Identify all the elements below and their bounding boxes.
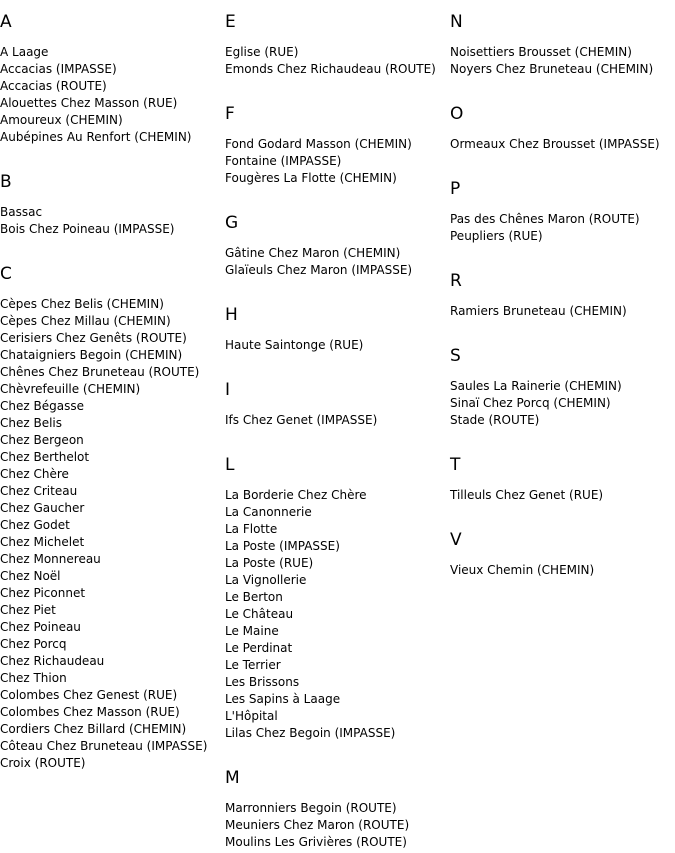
- street-link[interactable]: Chez Bergeon: [0, 433, 84, 447]
- street-link[interactable]: Chez Piconnet: [0, 586, 86, 600]
- street-list: [225, 800, 450, 851]
- letter-heading: T: [450, 455, 461, 475]
- street-link[interactable]: Sinaï Chez Porcq (CHEMIN): [450, 396, 611, 410]
- street-link[interactable]: Le Berton: [225, 590, 283, 604]
- street-list: [450, 487, 675, 504]
- letter-heading: R: [450, 271, 463, 291]
- letter-group: [0, 170, 225, 238]
- street-link[interactable]: Pas des Chênes Maron (ROUTE): [450, 212, 640, 226]
- street-list: [450, 562, 675, 579]
- street-link[interactable]: Chez Noël: [0, 569, 61, 583]
- letter-heading: P: [450, 179, 461, 199]
- letter-group: [225, 10, 450, 78]
- street-link[interactable]: Stade (ROUTE): [450, 413, 540, 427]
- letter-group: [450, 528, 675, 579]
- street-link[interactable]: Les Sapins à Laage: [225, 692, 341, 706]
- letter-group: [225, 766, 450, 851]
- street-link[interactable]: Fougères La Flotte (CHEMIN): [225, 171, 397, 185]
- letter-heading: A: [0, 12, 13, 32]
- letter-heading: E: [225, 12, 237, 32]
- street-link[interactable]: Meuniers Chez Maron (ROUTE): [225, 818, 410, 832]
- street-list: [450, 44, 675, 78]
- street-link[interactable]: Chez Bégasse: [0, 399, 84, 413]
- street-list: [0, 296, 225, 772]
- street-list: [225, 487, 450, 742]
- street-link[interactable]: Le Château: [225, 607, 294, 621]
- letter-heading: I: [225, 380, 231, 400]
- street-link[interactable]: Peupliers (RUE): [450, 229, 543, 243]
- letter-group: [450, 453, 675, 504]
- street-link[interactable]: Chez Berthelot: [0, 450, 90, 464]
- street-link[interactable]: Chez Thion: [0, 671, 67, 685]
- street-list: [0, 44, 225, 146]
- street-link[interactable]: La Poste (IMPASSE): [225, 539, 340, 553]
- street-link[interactable]: Le Maine: [225, 624, 279, 638]
- street-link[interactable]: Glaïeuls Chez Maron (IMPASSE): [225, 263, 413, 277]
- letter-heading: N: [450, 12, 464, 32]
- letter-heading: L: [225, 455, 235, 475]
- street-link[interactable]: Gâtine Chez Maron (CHEMIN): [225, 246, 401, 260]
- street-link[interactable]: La Poste (RUE): [225, 556, 314, 570]
- street-link[interactable]: La Flotte: [225, 522, 278, 536]
- street-link[interactable]: La Vignollerie: [225, 573, 307, 587]
- street-index-column-1: [0, 10, 225, 772]
- letter-heading: F: [225, 104, 236, 124]
- street-index-column-3: [450, 10, 675, 579]
- street-list: [225, 245, 450, 279]
- street-link[interactable]: Amoureux (CHEMIN): [0, 113, 123, 127]
- street-list: [225, 337, 450, 354]
- street-link[interactable]: Eglise (RUE): [225, 45, 299, 59]
- street-link[interactable]: Chez Michelet: [0, 535, 85, 549]
- street-link[interactable]: Chez Chère: [0, 467, 69, 481]
- street-link[interactable]: Marronniers Begoin (ROUTE): [225, 801, 397, 815]
- letter-heading: V: [450, 530, 463, 550]
- letter-group: [450, 269, 675, 320]
- street-link[interactable]: Fontaine (IMPASSE): [225, 154, 342, 168]
- street-list: [0, 204, 225, 238]
- street-link[interactable]: Cèpes Chez Millau (CHEMIN): [0, 314, 171, 328]
- street-link[interactable]: Chez Piet: [0, 603, 56, 617]
- street-link[interactable]: Chez Porcq: [0, 637, 67, 651]
- street-link[interactable]: Aubépines Au Renfort (CHEMIN): [0, 130, 192, 144]
- street-link[interactable]: Bassac: [0, 205, 43, 219]
- street-link[interactable]: Ormeaux Chez Brousset (IMPASSE): [450, 137, 660, 151]
- street-list: [225, 412, 450, 429]
- letter-heading: B: [0, 172, 13, 192]
- street-link[interactable]: L'Hôpital: [225, 709, 278, 723]
- street-link[interactable]: Chataigniers Begoin (CHEMIN): [0, 348, 183, 362]
- letter-heading: G: [225, 213, 239, 233]
- street-link[interactable]: Chez Poineau: [0, 620, 81, 634]
- letter-group: [450, 102, 675, 153]
- street-link[interactable]: Chez Godet: [0, 518, 70, 532]
- letter-group: [450, 344, 675, 429]
- street-link[interactable]: Chez Gaucher: [0, 501, 85, 515]
- street-link[interactable]: Emonds Chez Richaudeau (ROUTE): [225, 62, 436, 76]
- street-link[interactable]: Cordiers Chez Billard (CHEMIN): [0, 722, 187, 736]
- street-link[interactable]: Chênes Chez Bruneteau (ROUTE): [0, 365, 200, 379]
- street-link[interactable]: Chez Belis: [0, 416, 63, 430]
- street-link[interactable]: Colombes Chez Genest (RUE): [0, 688, 178, 702]
- street-link[interactable]: Le Perdinat: [225, 641, 293, 655]
- letter-group: [450, 177, 675, 245]
- street-list: [225, 44, 450, 78]
- letter-heading: O: [450, 104, 464, 124]
- street-link[interactable]: Le Terrier: [225, 658, 281, 672]
- street-link[interactable]: Moulins Les Grivières (ROUTE): [225, 835, 407, 849]
- street-link[interactable]: Tilleuls Chez Genet (RUE): [450, 488, 604, 502]
- street-link[interactable]: Croix (ROUTE): [0, 756, 86, 770]
- street-link[interactable]: Noisettiers Brousset (CHEMIN): [450, 45, 632, 59]
- street-link[interactable]: Chez Monnereau: [0, 552, 101, 566]
- street-link[interactable]: A Laage: [0, 45, 49, 59]
- street-link[interactable]: Noyers Chez Bruneteau (CHEMIN): [450, 62, 654, 76]
- letter-group: [0, 262, 225, 772]
- street-list: [450, 136, 675, 153]
- letter-group: [225, 211, 450, 279]
- street-link[interactable]: Bois Chez Poineau (IMPASSE): [0, 222, 175, 236]
- street-list: [225, 136, 450, 187]
- street-link[interactable]: Les Brissons: [225, 675, 300, 689]
- street-link[interactable]: Chez Richaudeau: [0, 654, 105, 668]
- street-index-column-2: [225, 10, 450, 851]
- street-link[interactable]: Colombes Chez Masson (RUE): [0, 705, 180, 719]
- street-list: [450, 211, 675, 245]
- street-link[interactable]: La Borderie Chez Chère: [225, 488, 367, 502]
- street-link[interactable]: Ramiers Bruneteau (CHEMIN): [450, 304, 627, 318]
- street-link[interactable]: Haute Saintonge (RUE): [225, 338, 364, 352]
- street-link[interactable]: Alouettes Chez Masson (RUE): [0, 96, 178, 110]
- street-link[interactable]: Fond Godard Masson (CHEMIN): [225, 137, 412, 151]
- letter-heading: S: [450, 346, 462, 366]
- street-link[interactable]: Saules La Rainerie (CHEMIN): [450, 379, 622, 393]
- street-link[interactable]: Accacias (ROUTE): [0, 79, 107, 93]
- street-link[interactable]: Vieux Chemin (CHEMIN): [450, 563, 595, 577]
- street-link[interactable]: Accacias (IMPASSE): [0, 62, 117, 76]
- street-list: [450, 378, 675, 429]
- letter-heading: M: [225, 768, 241, 788]
- street-link[interactable]: Ifs Chez Genet (IMPASSE): [225, 413, 378, 427]
- street-link[interactable]: Cerisiers Chez Genêts (ROUTE): [0, 331, 187, 345]
- letter-heading: C: [0, 264, 13, 284]
- street-link[interactable]: La Canonnerie: [225, 505, 312, 519]
- street-link[interactable]: Chez Criteau: [0, 484, 78, 498]
- letter-group: [450, 10, 675, 78]
- letter-group: [225, 102, 450, 187]
- letter-group: [225, 378, 450, 429]
- letter-group: [225, 453, 450, 742]
- letter-group: [225, 303, 450, 354]
- letter-group: [0, 10, 225, 146]
- street-link[interactable]: Cèpes Chez Belis (CHEMIN): [0, 297, 164, 311]
- street-link[interactable]: Côteau Chez Bruneteau (IMPASSE): [0, 739, 208, 753]
- street-link[interactable]: Chèvrefeuille (CHEMIN): [0, 382, 141, 396]
- street-list: [450, 303, 675, 320]
- street-link[interactable]: Lilas Chez Begoin (IMPASSE): [225, 726, 396, 740]
- letter-heading: H: [225, 305, 239, 325]
